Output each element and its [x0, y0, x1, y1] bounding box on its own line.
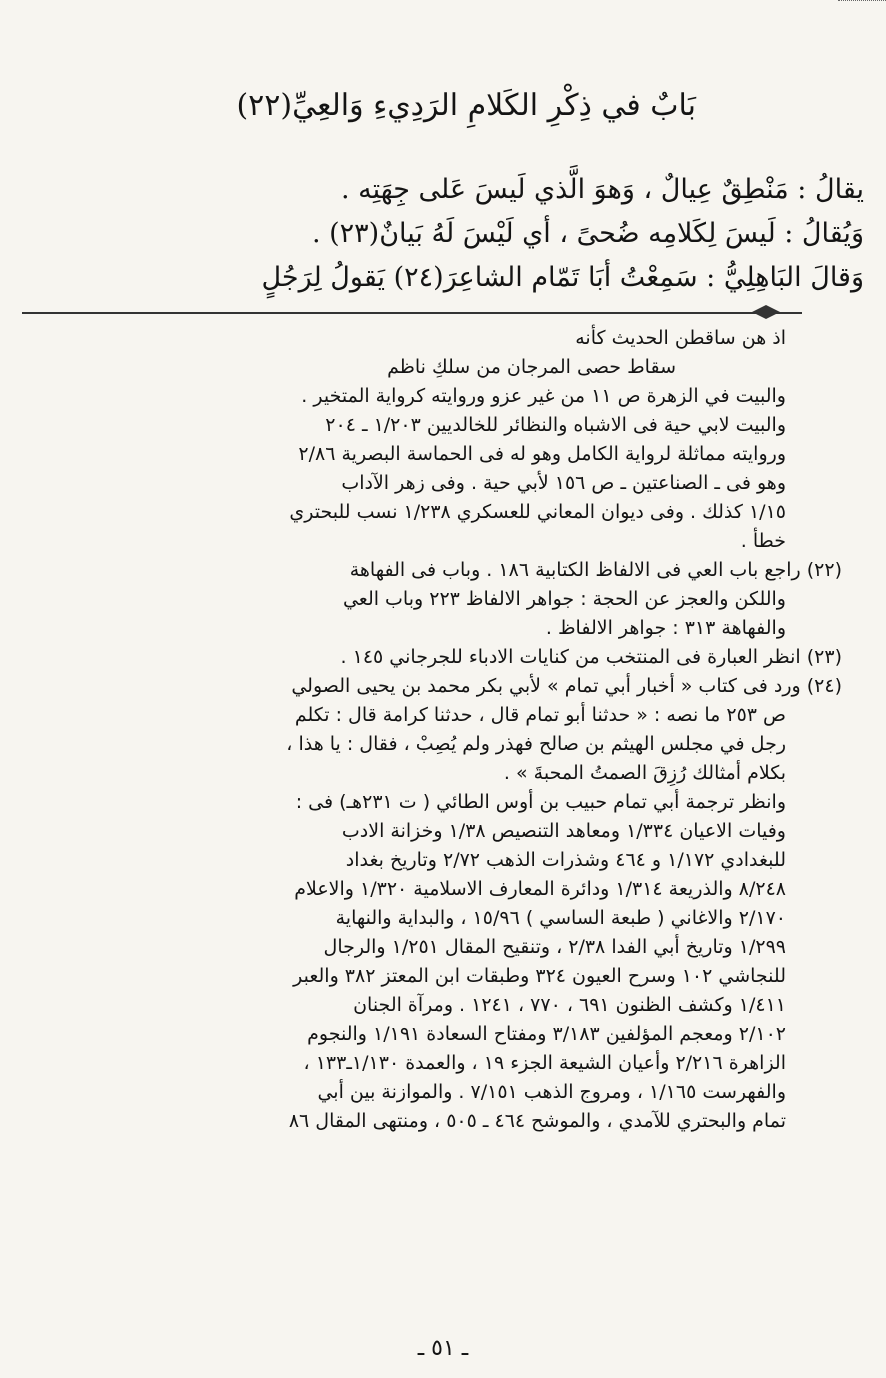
main-line: وَيُقالُ : لَيسَ لِكَلامِه ضُحىً ، أي لَيْسَ لَهُ بَيانٌ(٢٣) . [311, 218, 864, 249]
main-text [22, 168, 864, 300]
footnote-line: وفيات الاعيان ١/٣٣٤ ومعاهد التنصيص ١/٣٨ وخزانة الادب [341, 820, 786, 842]
separator-ornament-icon [752, 305, 780, 319]
footnote-line: والفهرست ١/١٦٥ ، ومروج الذهب ٧/١٥١ . والموازنة بين أبي [317, 1081, 786, 1103]
footnote-22: (٢٢) راجع باب العي فى الالفاظ الكتابية ١٨٦ . وباب فى الفهاهة [349, 559, 842, 581]
footnote-line: بكلام أمثالك رُزِقَ الصمتُ المحبةَ » . [503, 762, 786, 784]
footnote-line: للنجاشي ١٠٢ وسرح العيون ٣٢٤ وطبقات ابن المعتز ٣٨٢ والعبر [293, 965, 786, 987]
footnote-line: الزاهرة ٢/٢١٦ وأعيان الشيعة الجزء ١٩ ، والعمدة ١/١٣٠ـ١٣٣ ، [303, 1052, 786, 1074]
footnote-line: وروايته مماثلة لرواية الكامل وهو له فى الحماسة البصرية ٢/٨٦ [298, 443, 786, 465]
footnote-line: للبغدادي ١/١٧٢ و ٤٦٤ وشذرات الذهب ٢/٧٢ وتاريخ بغداد [345, 849, 786, 871]
footnote-line: والفهاهة ٣١٣ : جواهر الالفاظ . [545, 617, 786, 639]
footnote-line: والبيت لابي حية فى الاشباه والنظائر للخالديين ١/٢٠٣ ـ ٢٠٤ [325, 414, 786, 436]
footnote-line: ١/٢٩٩ وتاريخ أبي الفدا ٢/٣٨ ، وتنقيح المقال ١/٢٥١ والرجال [323, 936, 786, 958]
page-number: ـ ٥١ ـ [417, 1336, 469, 1361]
footnote-line: ١/١٥ كذلك . وفى ديوان المعاني للعسكري ١/٢٣٨ نسب للبحتري [289, 501, 786, 523]
footnote-line: ٢/١٠٢ ومعجم المؤلفين ٣/١٨٣ ومفتاح السعادة ١/١٩١ والنجوم [307, 1023, 786, 1045]
footnote-line: رجل في مجلس الهيثم بن صالح فهذر ولم يُصِبْ ، فقال : يا هذا ، [286, 733, 786, 755]
chapter-heading: بَابٌ في ذِكْرِ الكَلامِ الرَدِيءِ وَالعِيِّ(٢٢) [236, 88, 696, 123]
verse-line: اذ هن ساقطن الحديث كأنه [575, 327, 786, 349]
main-line: يقالُ : مَنْطِقٌ عِيالٌ ، وَهوَ الَّذي لَيسَ عَلى جِهَتِه . [341, 174, 864, 205]
footnote-line: وانظر ترجمة أبي تمام حبيب بن أوس الطائي ( ت ٢٣١هـ) فى : [295, 791, 786, 813]
footnote-line: ص ٢٥٣ ما نصه : « حدثنا أبو تمام قال ، حدثنا كرامة قال : تكلم [294, 704, 786, 726]
main-line: وَقالَ البَاهِلِيُّ : سَمِعْتُ أبَا تَمّام الشاعِرَ(٢٤) يَقولُ لِرَجُلٍ [261, 262, 864, 293]
footnote-line: ٢/١٧٠ والاغاني ( طبعة الساسي ) ١٥/٩٦ ، والبداية والنهاية [335, 907, 786, 929]
footnote-line: ١/٤١١ وكشف الظنون ٦٩١ ، ٧٧٠ ، ١٢٤١ . ومرآة الجنان [353, 994, 786, 1016]
footnote-line: ٨/٢٤٨ والذريعة ١/٣١٤ ودائرة المعارف الاسلامية ١/٣٢٠ والاعلام [294, 878, 786, 900]
footnote-24: (٢٤) ورد فى كتاب « أخبار أبي تمام » لأبي بكر محمد بن يحيى الصولي [291, 675, 842, 697]
footnote-line: والبيت في الزهرة ص ١١ من غير عزو وروايته كرواية المتخير . [301, 385, 786, 407]
footnote-line: تمام والبحتري للآمدي ، والموشح ٤٦٤ ـ ٥٠٥ ، ومنتهى المقال ٨٦ [288, 1110, 786, 1132]
footnote-23: (٢٣) انظر العبارة فى المنتخب من كنايات الادباء للجرجاني ١٤٥ . [340, 646, 842, 668]
footnote-separator [22, 312, 802, 314]
footnote-line: وهو فى ـ الصناعتين ـ ص ١٥٦ لأبي حية . وفى زهر الآداب [341, 472, 786, 494]
verse-line: سقاط حصى المرجان من سلكِ ناظم [387, 356, 676, 378]
footnote-line: واللكن والعجز عن الحجة : جواهر الالفاظ ٢٢٣ وباب العي [342, 588, 786, 610]
footnotes [42, 324, 842, 1136]
corner-mark [838, 0, 886, 7]
footnote-line: خطأ . [740, 530, 786, 552]
